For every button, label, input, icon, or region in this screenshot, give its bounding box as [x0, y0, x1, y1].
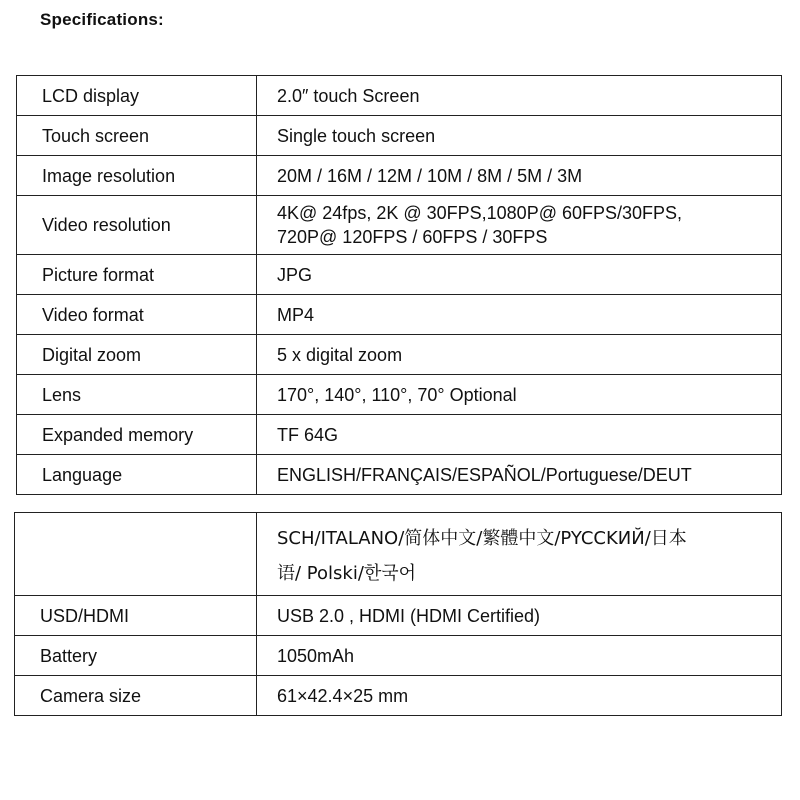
spec-label: Video resolution: [17, 196, 257, 255]
spec-label: Expanded memory: [17, 415, 257, 455]
spec-value-line: 720P@ 120FPS / 60FPS / 30FPS: [277, 227, 548, 247]
table-row: [17, 116, 782, 156]
spec-value: 170°, 140°, 110°, 70° Optional: [257, 375, 782, 415]
spec-value: JPG: [257, 255, 782, 295]
table-row: [15, 596, 782, 636]
spec-value: TF 64G: [257, 415, 782, 455]
spec-label: Video format: [17, 295, 257, 335]
spec-value: [257, 513, 782, 596]
spec-value: 61×42.4×25 mm: [257, 676, 782, 716]
table-row: [17, 335, 782, 375]
table-row: [17, 415, 782, 455]
spec-label: Picture format: [17, 255, 257, 295]
table-row: [17, 76, 782, 116]
spec-value-line: 4K@ 24fps, 2K @ 30FPS,1080P@ 60FPS/30FPS,: [277, 203, 683, 223]
spec-value: [257, 196, 782, 255]
page-title: Specifications:: [40, 10, 164, 29]
spec-value: 1050mAh: [257, 636, 782, 676]
table-row: [15, 636, 782, 676]
spec-label: LCD display: [17, 76, 257, 116]
table-row: [15, 676, 782, 716]
spec-label: Touch screen: [17, 116, 257, 156]
table-row: [17, 255, 782, 295]
table-row: [17, 156, 782, 196]
spec-table-continued: [14, 512, 782, 716]
spec-label: [15, 513, 257, 596]
spec-label: USD/HDMI: [15, 596, 257, 636]
table-row: [17, 375, 782, 415]
spec-value-line: SCH/ITALANO/简体中文/繁體中文/PYCCKИЙ/日本: [277, 528, 687, 549]
spec-value: USB 2.0 , HDMI (HDMI Certified): [257, 596, 782, 636]
table-row: [17, 455, 782, 495]
spec-value: ENGLISH/FRANÇAIS/ESPAÑOL/Portuguese/DEUT: [257, 455, 782, 495]
table-row: [17, 295, 782, 335]
spec-label: Lens: [17, 375, 257, 415]
spec-value: MP4: [257, 295, 782, 335]
spec-label: Battery: [15, 636, 257, 676]
spec-value: 20M / 16M / 12M / 10M / 8M / 5M / 3M: [257, 156, 782, 196]
spec-value: 2.0″ touch Screen: [257, 76, 782, 116]
spec-value: 5 x digital zoom: [257, 335, 782, 375]
spec-label: Digital zoom: [17, 335, 257, 375]
spec-label: Image resolution: [17, 156, 257, 196]
spec-value: Single touch screen: [257, 116, 782, 156]
spec-value-line: 语/ Polski/한국어: [277, 563, 417, 584]
table-row: [15, 513, 782, 596]
table-row: [17, 196, 782, 255]
spec-table-main: [16, 75, 782, 495]
spec-label: Language: [17, 455, 257, 495]
spec-label: Camera size: [15, 676, 257, 716]
